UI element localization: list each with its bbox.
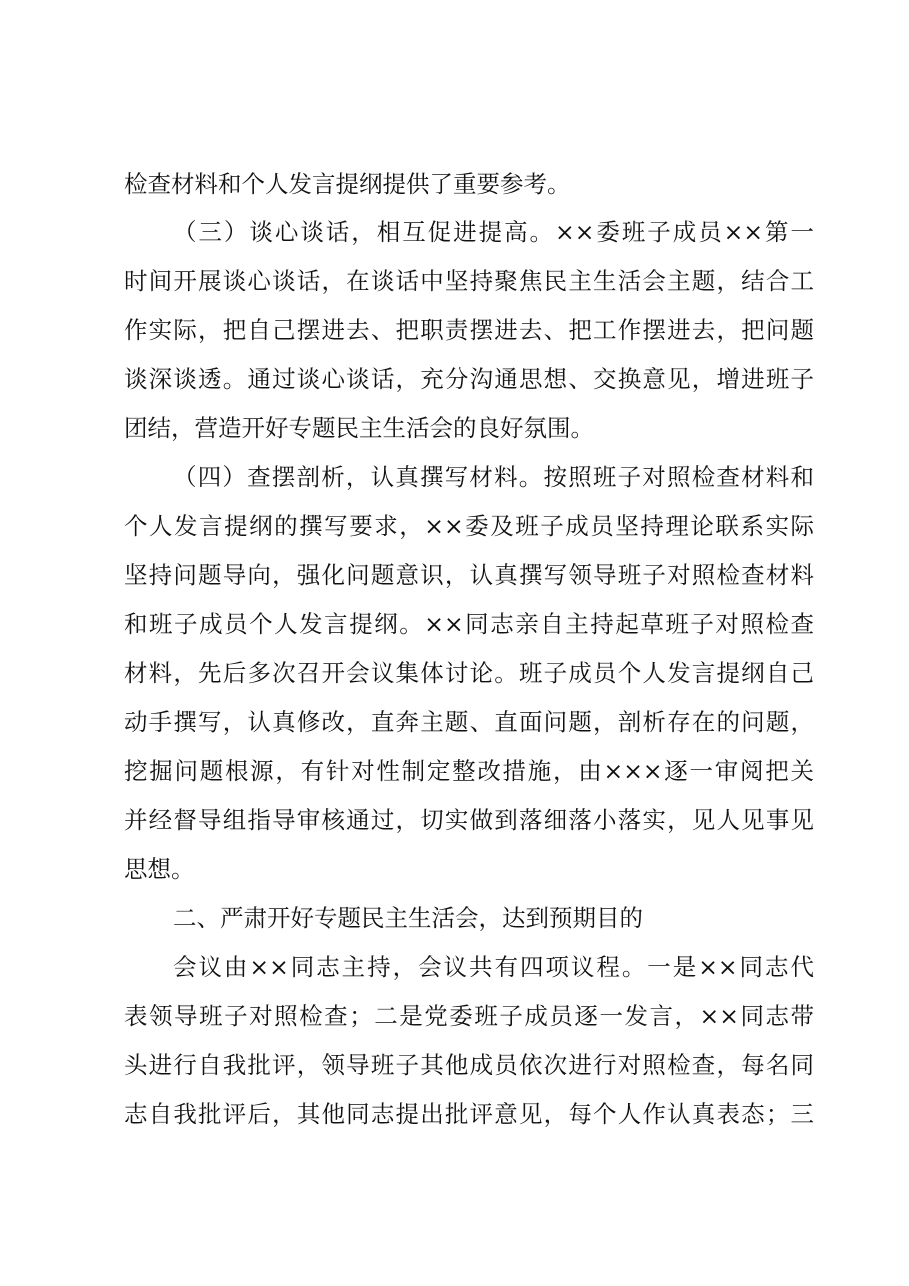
paragraph-line: 坚持问题导向，强化问题意识，认真撰写领导班子对照检查材料 [124, 561, 814, 589]
paragraph-line: 时间开展谈心谈话，在谈话中坚持聚焦民主生活会主题，结合工 [124, 267, 814, 295]
paragraph-line: 志自我批评后，其他同志提出批评意见，每个人作认真表态；三 [124, 1100, 814, 1128]
paragraph-line: 作实际，把自己摆进去、把职责摆进去、把工作摆进去，把问题 [124, 316, 814, 344]
paragraph-line: 头进行自我批评，领导班子其他成员依次进行对照检查，每名同 [124, 1051, 814, 1079]
section-heading-line: （三）谈心谈话，相互促进提高。××委班子成员××第一 [173, 218, 814, 246]
paragraph-line: 个人发言提纲的撰写要求，××委及班子成员坚持理论联系实际 [124, 512, 814, 540]
paragraph-line: 谈深谈透。通过谈心谈话，充分沟通思想、交换意见，增进班子 [124, 365, 814, 393]
paragraph-line: 挖掘问题根源，有针对性制定整改措施，由×××逐一审阅把关 [124, 757, 814, 785]
paragraph-line: 思想。 [124, 855, 195, 883]
paragraph-line: 动手撰写，认真修改，直奔主题、直面问题，剖析存在的问题， [124, 708, 814, 736]
paragraph-line: 并经督导组指导审核通过，切实做到落细落小落实，见人见事见 [124, 806, 814, 834]
paragraph-line: 会议由××同志主持，会议共有四项议程。一是××同志代 [173, 953, 814, 981]
paragraph-line: 材料，先后多次召开会议集体讨论。班子成员个人发言提纲自己 [124, 659, 814, 687]
paragraph-line: 团结，营造开好专题民主生活会的良好氛围。 [124, 414, 594, 442]
paragraph-line: 表领导班子对照检查；二是党委班子成员逐一发言，××同志带 [124, 1002, 814, 1030]
paragraph-line: 检查材料和个人发言提纲提供了重要参考。 [124, 170, 571, 198]
section-heading-line: 二、严肃开好专题民主生活会，达到预期目的 [173, 904, 643, 932]
section-heading-line: （四）查摆剖析，认真撰写材料。按照班子对照检查材料和 [173, 463, 814, 491]
paragraph-line: 和班子成员个人发言提纲。××同志亲自主持起草班子对照检查 [124, 610, 814, 638]
